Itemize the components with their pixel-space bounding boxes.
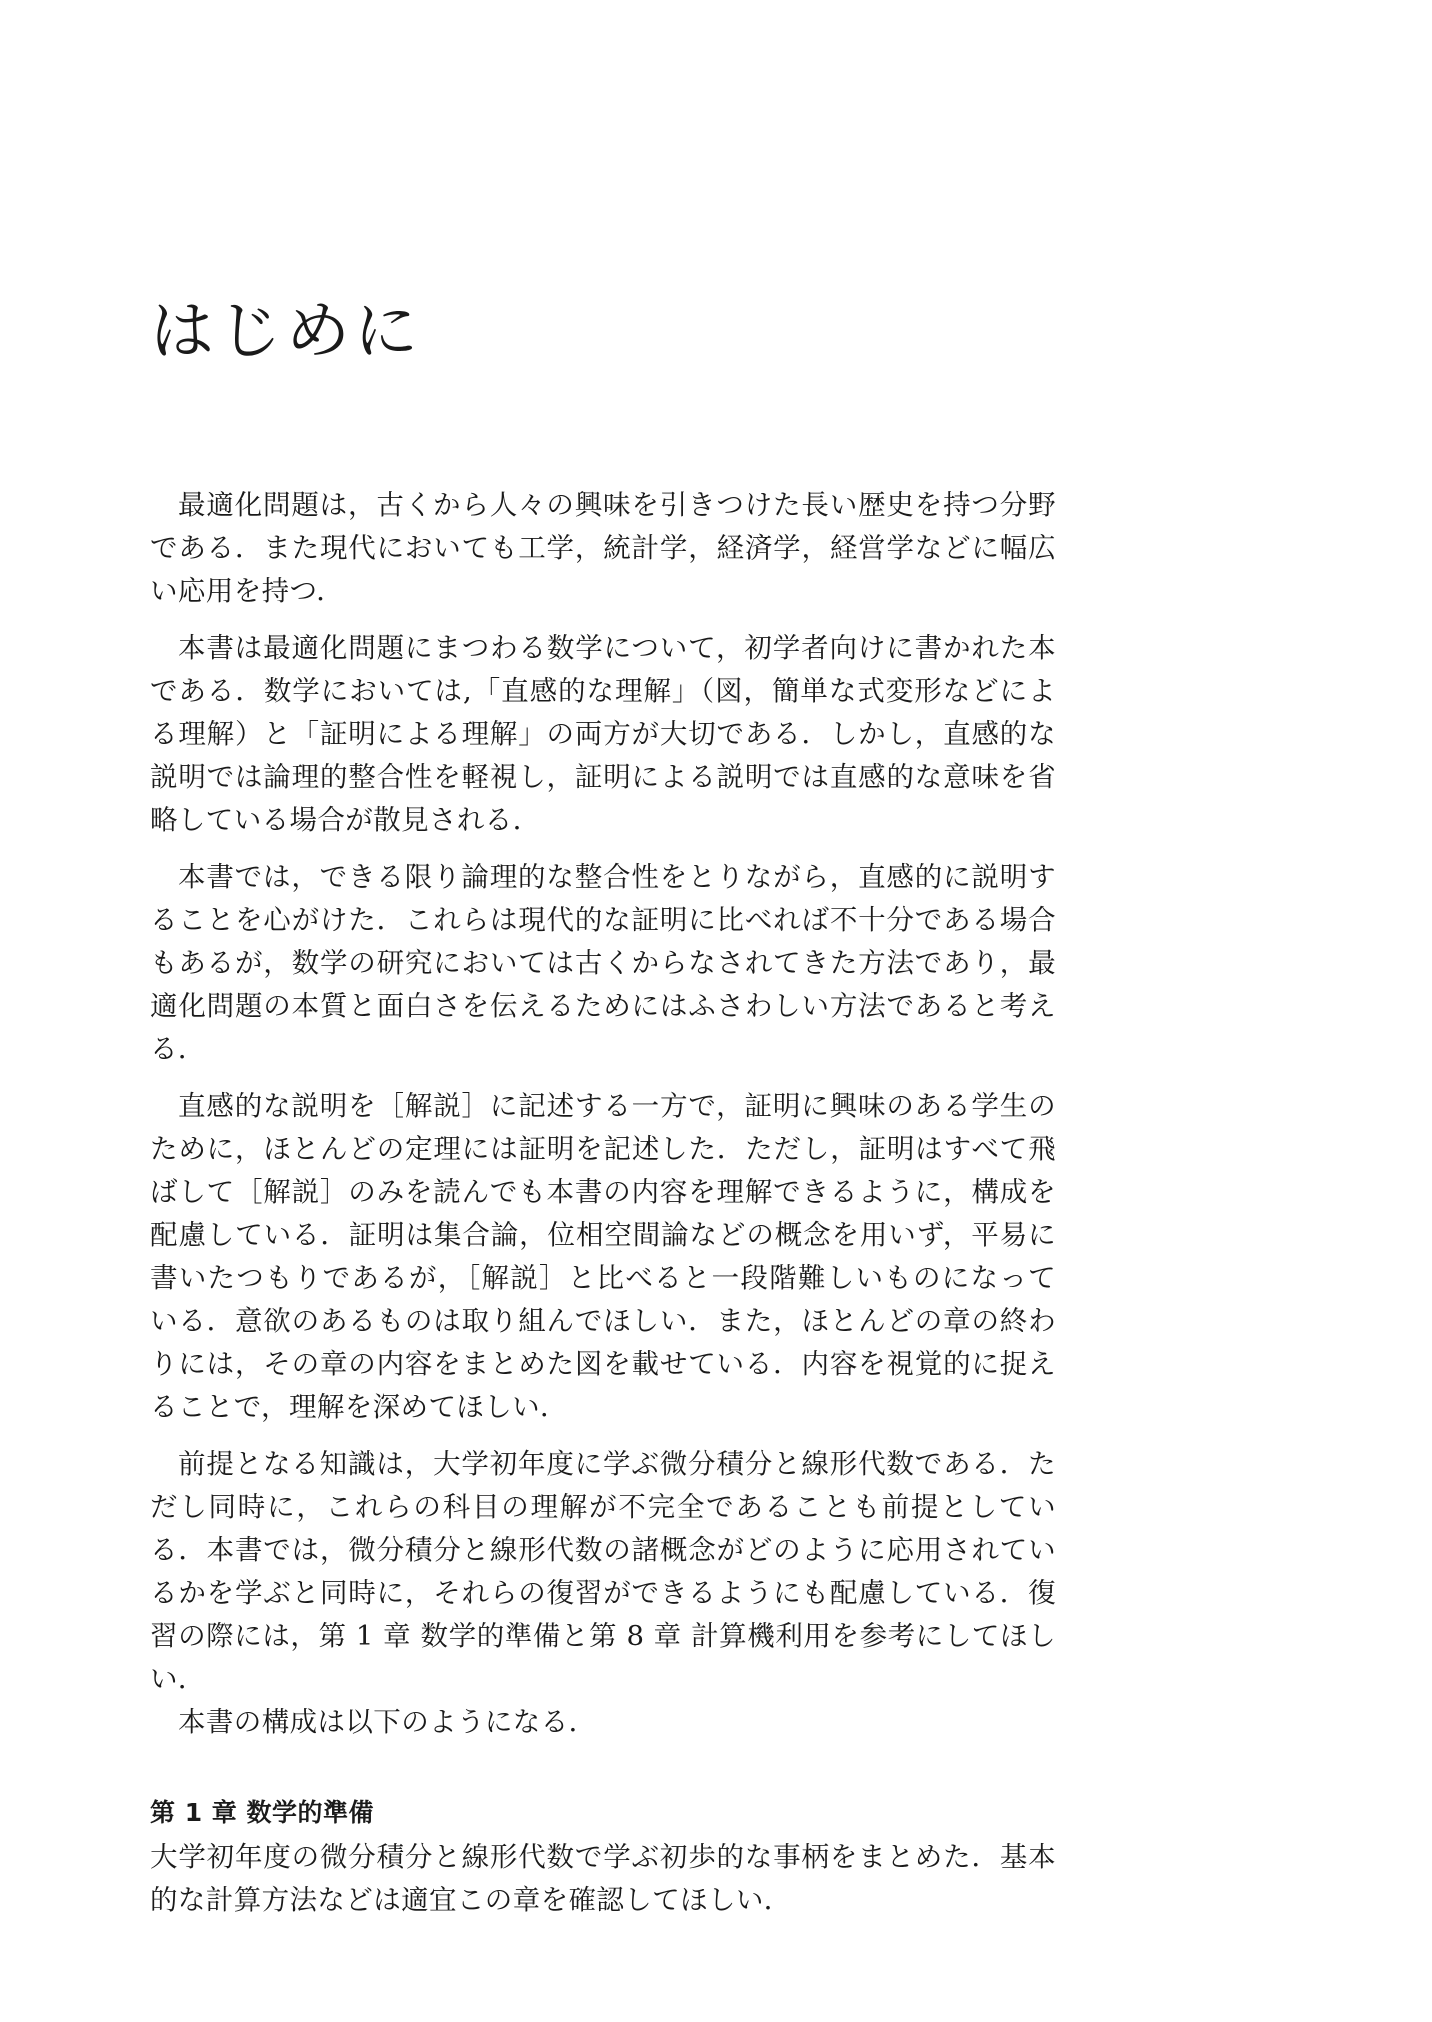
paragraph-3: 本書では，できる限り論理的な整合性をとりながら，直感的に説明することを心がけた．これらは現代的な証明に比べれば不十分である場合もあるが，数学の研究においては古くからなされてきた方法であり，最適化問題の本質と面白さを伝えるためにはふさわしい方法であると考える．	[150, 861, 1056, 1065]
paragraph-6: 本書の構成は以下のようになる．	[178, 1706, 597, 1738]
body-text	[150, 484, 1056, 1922]
page-title: はじめに	[150, 295, 422, 369]
paragraph-2: 本書は最適化問題にまつわる数学について，初学者向けに書かれた本である．数学においては,「直感的な理解」（図，簡単な式変形などによる理解）と「証明による理解」の両方が大切である．しかし，直感的な説明では論理的整合性を軽視し，証明による説明では直感的な意味を省略している場合が散見される．	[150, 632, 1056, 836]
paragraph-1: 最適化問題は，古くから人々の興味を引きつけた長い歴史を持つ分野である．また現代においても工学，統計学，経済学，経営学などに幅広い応用を持つ．	[150, 489, 1056, 607]
paragraph-4: 直感的な説明を［解説］に記述する一方で，証明に興味のある学生のために，ほとんどの定理には証明を記述した．ただし，証明はすべて飛ばして［解説］のみを読んでも本書の内容を理解できるように，構成を配慮している．証明は集合論，位相空間論などの概念を用いず，平易に書いたつもりであるが，［解説］と比べると一段階難しいものになっている．意欲のあるものは取り組んでほしい．また，ほとんどの章の終わりには，その章の内容をまとめた図を載せている．内容を視覚的に捉えることで，理解を深めてほしい．	[150, 1090, 1056, 1423]
section-body-chapter-1: 大学初年度の微分積分と線形代数で学ぶ初歩的な事柄をまとめた．基本的な計算方法などは適宜この章を確認してほしい．	[150, 1841, 1056, 1916]
paragraph-5: 前提となる知識は，大学初年度に学ぶ微分積分と線形代数である．ただし同時に，これらの科目の理解が不完全であることも前提としている．本書では，微分積分と線形代数の諸概念がどのように応用されているかを学ぶと同時に，それらの復習ができるようにも配慮している．復習の際には，第 1 章 数学的準備と第 8 章 計算機利用を参考にしてほしい．	[150, 1448, 1056, 1695]
section-heading-chapter-1: 第 1 章 数学的準備	[150, 1798, 375, 1827]
